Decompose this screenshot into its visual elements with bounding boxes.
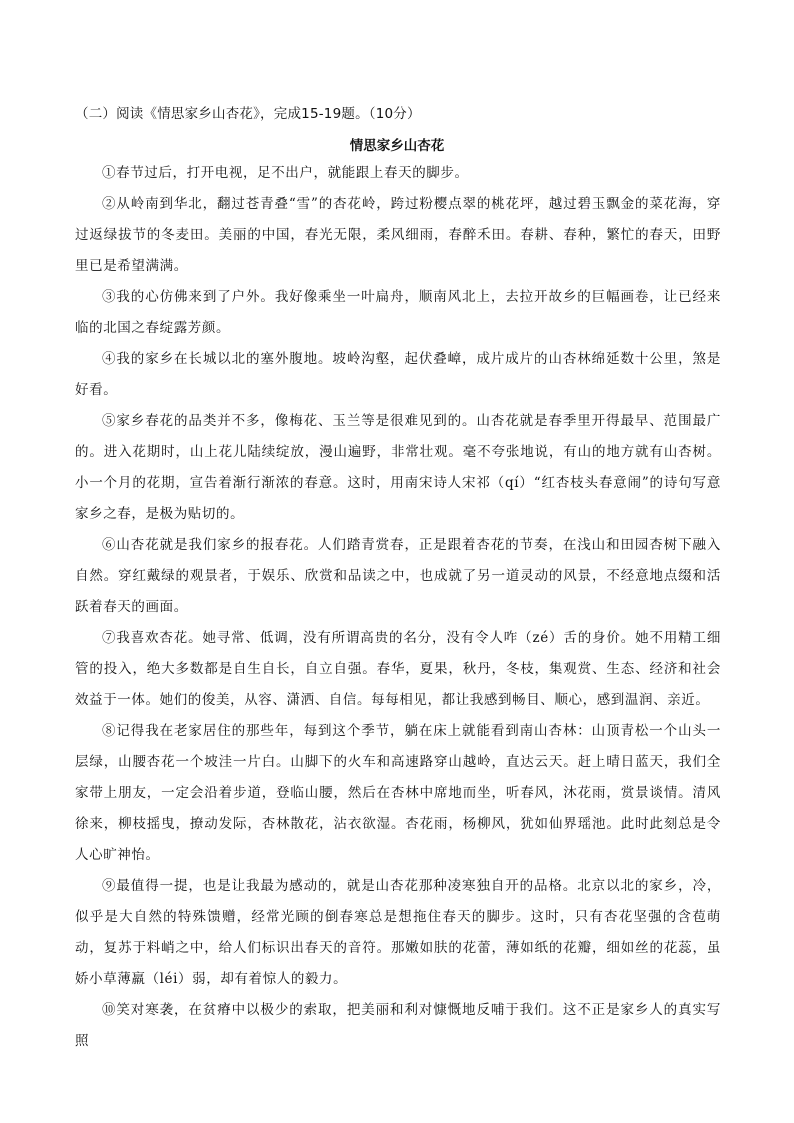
paragraph-4: ④我的家乡在长城以北的塞外腹地。坡岭沟壑，起伏叠嶂，成片成片的山杏林绵延数十公里，煞是好看。 [75,351,721,398]
paragraph-9: ⑨最值得一提，也是让我最为感动的，就是山杏花那种凌寒独自开的品格。北京以北的家乡，冷，似乎是大自然的特殊馈赠，经常光顾的倒春寒总是想拖住春天的脚步。这时，只有杏花坚强的含苞萌动，复苏于料峭之中，给人们标识出春天的音符。那嫩如肤的花蕾，薄如纸的花瓣，细如丝的花蕊，虽娇小草薄羸（léi）弱，却有着惊人的毅力。 [75,878,721,987]
paragraph-8: ⑧记得我在老家居住的那些年，每到这个季节，躺在床上就能看到南山杏林：山顶青松一个山头一层绿，山腰杏花一个坡洼一片白。山脚下的火车和高速路穿山越岭，直达云天。赶上晴日蓝天，我们全家带上朋友，一定会沿着步道，登临山腰，然后在杏林中席地而坐，听春风，沐花雨，赏景谈情。清风徐来，柳枝摇曳，撩动发际，杏林散花，沾衣欲湿。杏花雨，杨柳风，犹如仙界瑶池。此时此刻总是令人心旷神怡。 [75,723,721,863]
paragraph-3: ③我的心仿佛来到了户外。我好像乘坐一叶扁舟，顺南风北上，去拉开故乡的巨幅画卷，让已经来临的北国之春绽露芳颜。 [75,289,721,336]
paragraph-2: ②从岭南到华北，翻过苍青叠“雪”的杏花岭，跨过粉樱点翠的桃花坪，越过碧玉飘金的菜花海，穿过返绿拔节的冬麦田。美丽的中国，春光无限，柔风细雨，春醉禾田。春耕、春种，繁忙的春天，田野里已是希望满满。 [75,196,721,274]
paragraph-7: ⑦我喜欢杏花。她寻常、低调，没有所谓高贵的名分，没有令人咋（zé）舌的身价。她不用精工细管的投入，绝大多数都是自生自长，自立自强。春华，夏果，秋丹，冬枝，集观赏、生态、经济和社会效益于一体。她们的俊美，从容、潇洒、自信。每每相见，都让我感到畅目、顺心，感到温润、亲近。 [75,630,721,708]
paragraph-1: ①春节过后，打开电视，足不出户，就能跟上春天的脚步。 [102,165,469,181]
paragraph-6: ⑥山杏花就是我们家乡的报春花。人们踏青赏春，正是跟着杏花的节奏，在浅山和田园杏树下融入自然。穿红戴绿的观景者，于娱乐、欣赏和品读之中，也成就了另一道灵动的风景，不经意地点缀和活跃着春天的画面。 [75,537,721,615]
article-body [75,158,721,1057]
paragraph-10: ⑩笑对寒袭，在贫瘠中以极少的索取，把美丽和利对慷慨地反哺于我们。这不正是家乡人的真实写照 [75,1002,721,1049]
article-title: 情思家乡山杏花 [349,138,445,154]
paragraph-5: ⑤家乡春花的品类并不多，像梅花、玉兰等是很难见到的。山杏花就是春季里开得最早、范围最广的。进入花期时，山上花儿陆续绽放，漫山遍野，非常壮观。毫不夸张地说，有山的地方就有山杏树。小一个月的花期，宣告着渐行渐浓的春意。这时，用南宋诗人宋祁（qí）“红杏枝头春意闹”的诗句写意家乡之春，是极为贴切的。 [75,413,721,522]
section-heading: （二）阅读《情思家乡山杏花》，完成15-19题。（10分） [75,106,421,122]
